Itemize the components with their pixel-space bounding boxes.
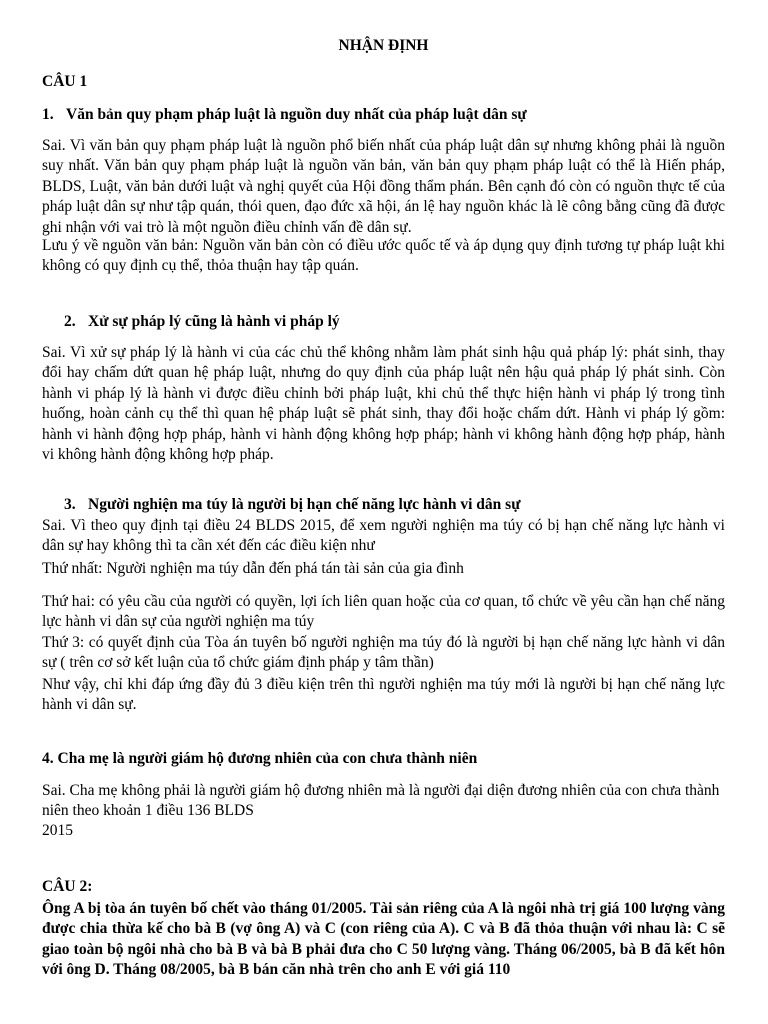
question-2-title: Xử sự pháp lý cũng là hành vi pháp lý [88,313,340,330]
question-1-answer: Sai. Vì văn bản quy phạm pháp luật là nguồn phổ biến nhất của pháp luật dân sự nhưng không phải là nguồn suy nhất. Văn bản quy phạm pháp luật là nguồn văn bản, văn bản quy phạm pháp luật có thể là Hiến pháp, BLDS, Luật, văn bản dưới luật và nghị quyết của Hội đồng thẩm phán. Bên cạnh đó còn có nguồn thực tế của pháp luật dân sự như tập quán, thói quen, đạo đức xã hội, án lệ hay nguồn khác là lẽ công bằng cũng đã được ghi nhận với vai trò là một nguồn điều chỉnh vấn đề dân sự. [42,137,725,236]
question-1-heading [42,105,527,125]
question-3-condition-first: Thứ nhất: Người nghiện ma túy dẫn đến phá tán tài sản của gia đình [42,560,464,577]
page-title: NHẬN ĐỊNH [338,37,429,54]
question-3-number: 3. [64,496,76,513]
section-heading-cau-2: CÂU 2: [42,878,93,895]
question-4-heading: 4. Cha mẹ là người giám hộ đương nhiên của con chưa thành niên [42,750,478,767]
question-4-answer: Sai. Cha mẹ không phải là người giám hộ đương nhiên mà là người đại diện đương nhiên của con chưa thành niên theo khoản 1 điều 136 BLDS [42,782,720,820]
question-2-answer: Sai. Vì xử sự pháp lý là hành vi của các chủ thể không nhằm làm phát sinh hậu quả pháp lý: phát sinh, thay đổi hay chấm dứt quan hệ pháp luật, nhưng do quy định của pháp luật nên hậu quả pháp lý phát sinh. Còn hành vi pháp lý là hành vi được điều chỉnh bởi pháp luật, khi chủ thể thực hiện hành vi pháp lý trong tình huống, hoàn cảnh cụ thể thì quan hệ pháp luật sẽ phát sinh, thay đổi hoặc chấm dứt. Hành vi pháp lý gồm: hành vi hành động hợp pháp, hành vi hành động không hợp pháp; hành vi không hành động hợp pháp, hành vi không hành động không hợp pháp. [42,344,725,464]
question-3-condition-third: Thứ 3: có quyết định của Tòa án tuyên bố người nghiện ma túy đó là người bị hạn chế năng lực hành vi dân sự ( trên cơ sở kết luận của tổ chức giám định pháp y tâm thần) [42,634,725,672]
question-3-conclusion: Như vậy, chỉ khi đáp ứng đầy đủ 3 điều kiện trên thì người nghiện ma túy mới là người bị hạn chế năng lực hành vi dân sự. [42,676,725,714]
question-2-number: 2. [64,313,76,330]
question-1-note: Lưu ý về nguồn văn bản: Nguồn văn bản còn có điều ước quốc tế và áp dụng quy định tương tự pháp luật khi không có quy định cụ thể, thỏa thuận hay tập quán. [42,237,725,275]
question-3-condition-second: Thứ hai: có yêu cầu của người có quyền, lợi ích liên quan hoặc của cơ quan, tổ chức về yêu cần hạn chế năng lực hành vi dân sự của người nghiện ma túy [42,593,725,631]
section-heading-cau-1: CÂU 1 [42,73,88,90]
document-page [42,0,725,1024]
question-2-heading [64,312,340,332]
question-4-year: 2015 [42,822,73,839]
question-3-answer: Sai. Vì theo quy định tại điều 24 BLDS 2015, để xem người nghiện ma túy có bị hạn chế năng lực hành vi dân sự hay không thì ta cần xét đến các điều kiện như [42,517,725,555]
question-3-heading [64,495,521,515]
cau-2-problem-text: Ông A bị tòa án tuyên bố chết vào tháng 01/2005. Tài sản riêng của A là ngôi nhà trị giá 100 lượng vàng được chia thừa kế cho bà B (vợ ông A) và C (con riêng của A). C và B đã thỏa thuận với nhau là: C sẽ giao toàn bộ ngôi nhà cho bà B và bà B phải đưa cho C 50 lượng vàng. Tháng 06/2005, bà B đã kết hôn với ông D. Tháng 08/2005, bà B bán căn nhà trên cho anh E với giá 110 [42,900,725,979]
question-1-title: Văn bản quy phạm pháp luật là nguồn duy nhất của pháp luật dân sự [66,106,527,123]
question-1-number: 1. [42,106,54,123]
question-3-title: Người nghiện ma túy là người bị hạn chế năng lực hành vi dân sự [88,496,521,513]
